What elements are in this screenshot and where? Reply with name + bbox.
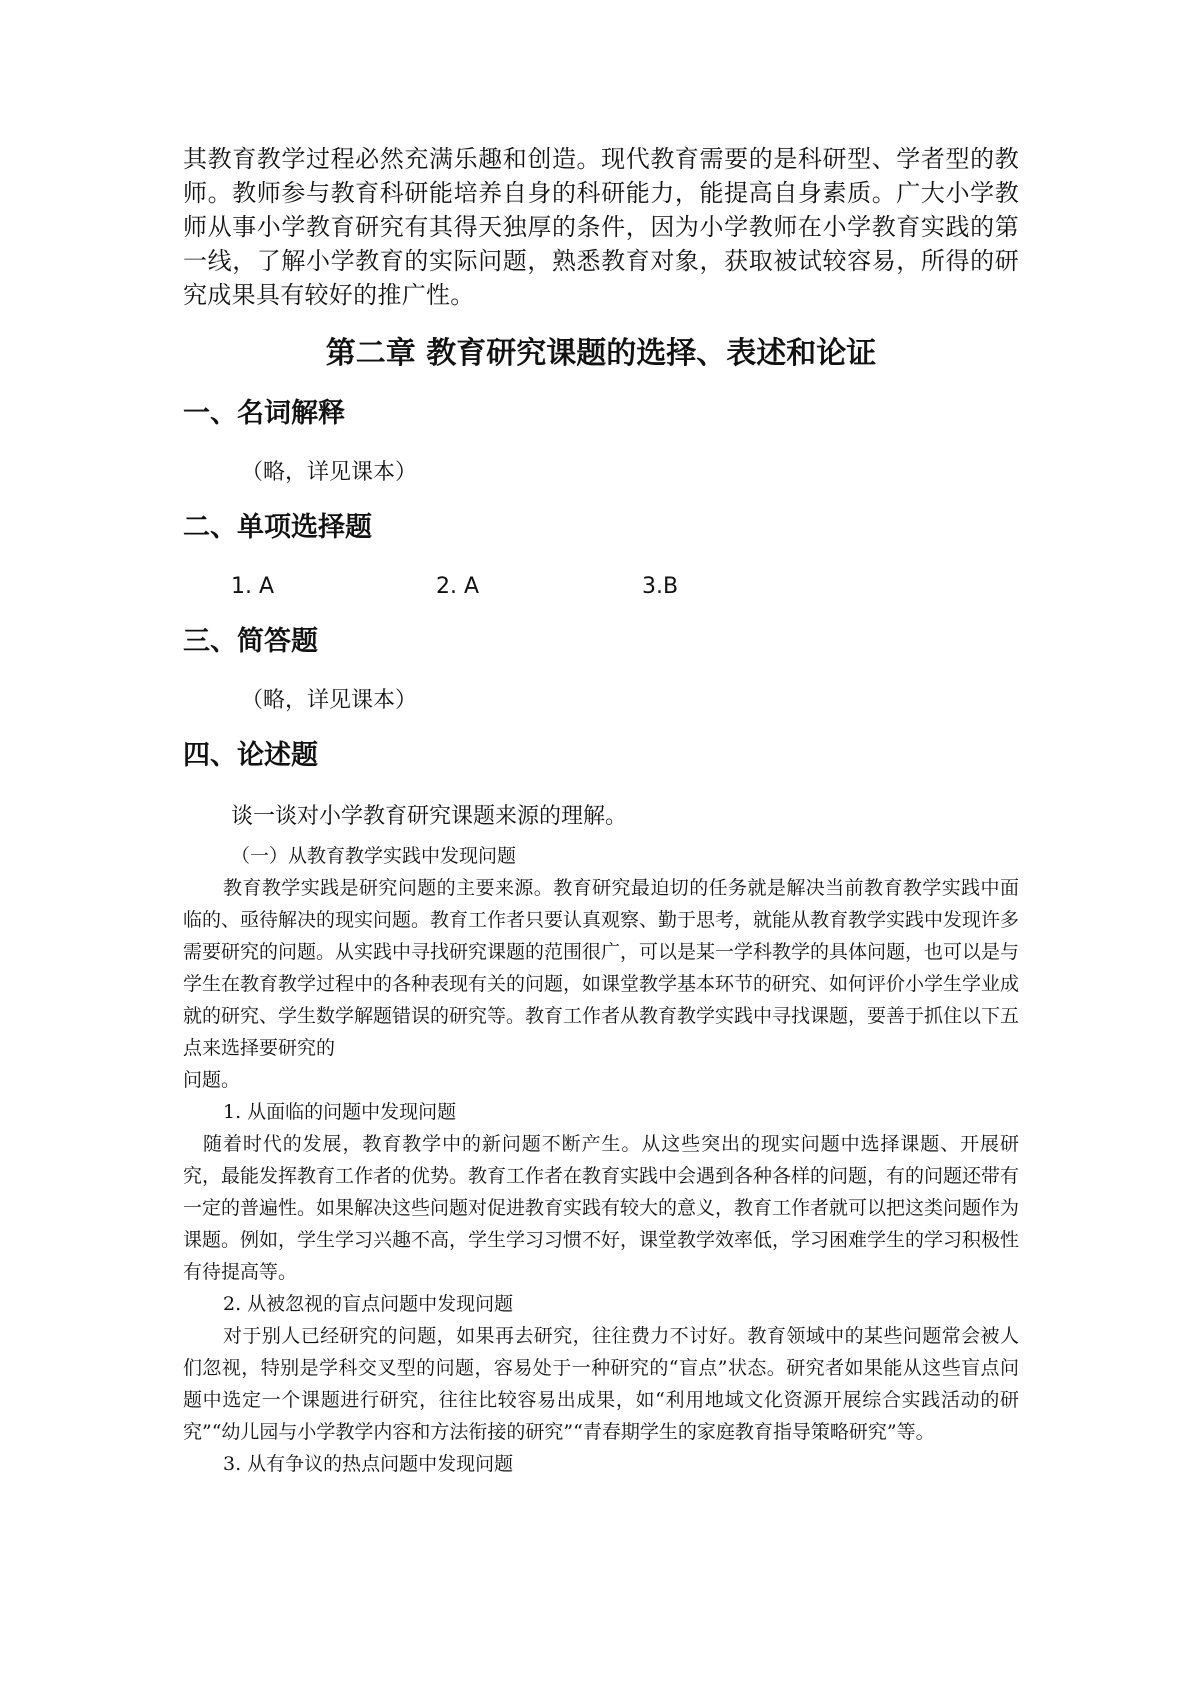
answers-row [231, 572, 1019, 602]
section-note-3: （略，详见课本） [241, 688, 418, 713]
answer-2: 2. A [436, 574, 480, 599]
paragraph-2: 随着时代的发展，教育教学中的新问题不断产生。从这些突出的现实问题中选择课题、开展研究，最能发挥教育工作者的优势。教育工作者在教育实践中会遇到各种各样的问题，有的问题还带有一定的普遍性。如果解决这些问题对促进教育实践有较大的意义，教育工作者就可以把这类问题作为课题。例如，学生学习兴趣不高，学生学习习惯不好，课堂教学效率低，学习困难学生的学习积极性有待提高等。 [183, 1133, 1020, 1283]
paragraph-1-tail: 问题。 [183, 1069, 241, 1091]
answer-1: 1. A [231, 574, 275, 599]
item-heading-3: 3. 从有争议的热点问题中发现问题 [223, 1453, 514, 1475]
item-heading-1: 1. 从面临的问题中发现问题 [223, 1101, 457, 1123]
item-heading-2: 2. 从被忽视的盲点问题中发现问题 [223, 1293, 514, 1315]
intro-paragraph: 其教育教学过程必然充满乐趣和创造。现代教育需要的是科研型、学者型的教师。教师参与教育科研能培养自身的科研能力，能提高自身素质。广大小学教师从事小学教育研究有其得天独厚的条件，因为小学教师在小学教育实践的第一线，了解小学教育的实际问题，熟悉教育对象，获取被试较容易，所得的研究成果具有较好的推广性。 [183, 145, 1019, 309]
section-heading-3: 三、简答题 [183, 626, 318, 657]
answer-3: 3.B [642, 574, 679, 599]
section-heading-4: 四、论述题 [183, 740, 318, 771]
section-heading-1: 一、名词解释 [183, 398, 345, 429]
chapter-title: 第二章 教育研究课题的选择、表述和论证 [325, 336, 877, 371]
page-content [183, 142, 1019, 1480]
paragraph-1: 教育教学实践是研究问题的主要来源。教育研究最迫切的任务就是解决当前教育教学实践中面临的、亟待解决的现实问题。教育工作者只要认真观察、勤于思考，就能从教育教学实践中发现许多需要研究的问题。从实践中寻找研究课题的范围很广，可以是某一学科教学的具体问题，也可以是与学生在教育教学过程中的各种表现有关的问题，如课堂教学基本环节的研究、如何评价小学生学业成就的研究、学生数学解题错误的研究等。教育工作者从教育教学实践中寻找课题，要善于抓住以下五点来选择要研究的 [183, 877, 1020, 1059]
essay-question: 谈一谈对小学教育研究课题来源的理解。 [231, 804, 628, 829]
section-note-1: （略，详见课本） [241, 460, 418, 485]
sub-heading: （一）从教育教学实践中发现问题 [231, 845, 517, 867]
section-heading-2: 二、单项选择题 [183, 512, 372, 543]
paragraph-3: 对于别人已经研究的问题，如果再去研究，往往费力不讨好。教育领域中的某些问题常会被人们忽视，特别是学科交叉型的问题，容易处于一种研究的“盲点”状态。研究者如果能从这些盲点问题中选定一个课题进行研究，往往比较容易出成果，如“利用地域文化资源开展综合实践活动的研究”“幼儿园与小学教学内容和方法衔接的研究”“青春期学生的家庭教育指导策略研究”等。 [183, 1325, 1019, 1443]
